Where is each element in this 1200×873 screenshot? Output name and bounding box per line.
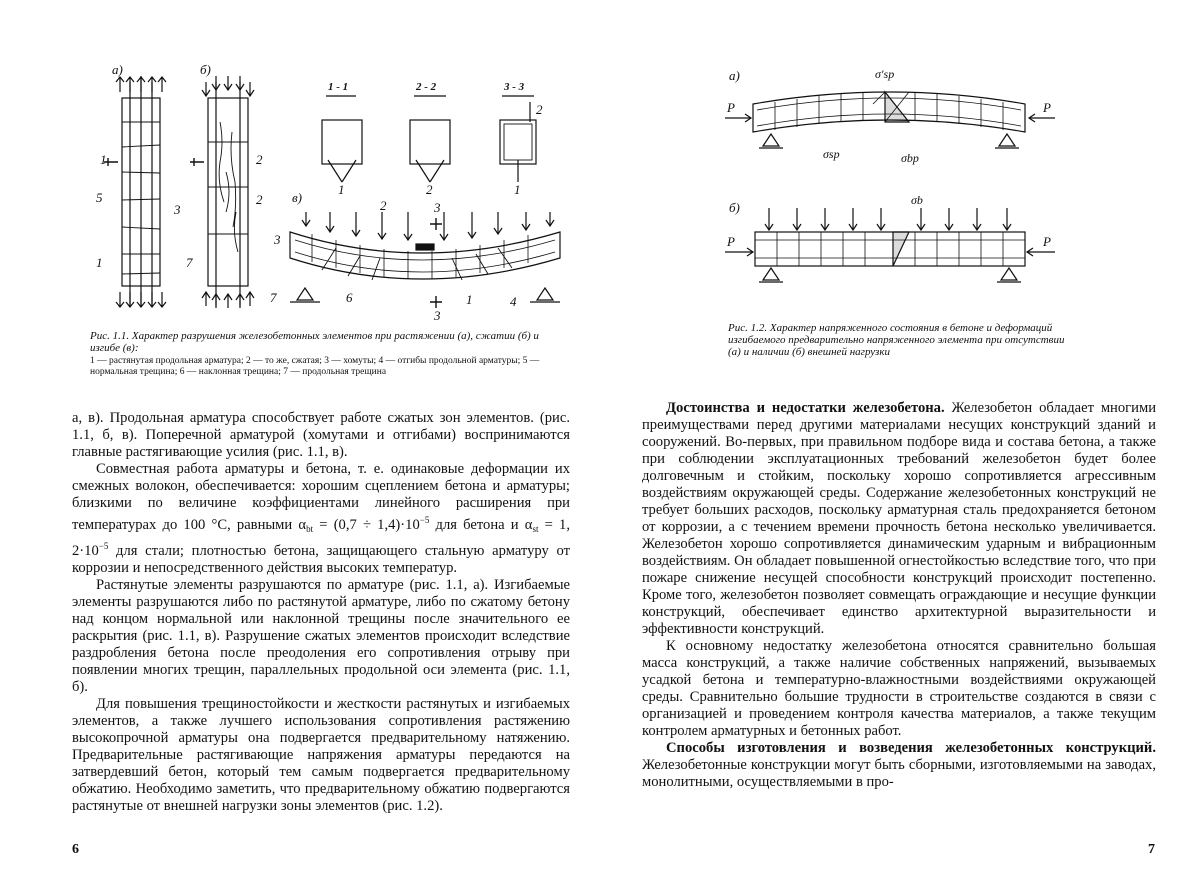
fig1-num-2b: 2 <box>256 192 263 207</box>
fig2-label-p1: P <box>727 100 735 115</box>
fig2-label-a: а) <box>729 68 740 83</box>
fig1-num-4: 4 <box>510 294 517 309</box>
fig2-sigma-sp: σsp <box>823 147 840 161</box>
coeff-text-3: для бетона и α <box>429 517 533 533</box>
right-page <box>600 0 1200 873</box>
fig1-label-sec1: 1 - 1 <box>328 81 349 93</box>
section-heading-methods: Способы изготовления и возведения железобетонных конструкций. <box>666 740 1156 756</box>
fig1-num-3: 3 <box>174 202 181 217</box>
figure-1-2-caption-text: Рис. 1.2. Характер напряженного состояния в бетоне и деформаций изгибаемого предварительно напряженного элемента при отсутствии (а) и наличии (б) внешней нагрузки <box>728 322 1065 358</box>
coeff-text-5: для стали; плотностью бетона, защищающего стальную арматуру от коррозии и непосредственного действия высоких температур. <box>72 543 570 576</box>
fig1-num-2c: 2 <box>426 182 433 197</box>
fig1-label-sec2: 2 - 2 <box>416 81 437 93</box>
figure-1-1-caption-title: Рис. 1.1. Характер разрушения железобетонных элементов при растяжении (а), сжатии (б) и изгибе (в): <box>90 330 539 354</box>
fig1-num-1a: 1 <box>96 255 103 270</box>
right-paragraph-1 <box>642 400 1156 638</box>
fig2-sigma-bp: σbp <box>901 151 919 165</box>
fig1-num-3d: 3 <box>434 308 441 323</box>
fig1-label-v: в) <box>292 190 302 205</box>
fig1-num-1b: 1 <box>100 152 107 167</box>
fig1-num-1c: 1 <box>338 182 345 197</box>
fig2-sigma-b: σb <box>911 193 923 207</box>
coeff-text-4: = 1, 2·10 <box>72 517 571 559</box>
fig1-num-3c: 3 <box>434 200 441 215</box>
fig1-num-6: 6 <box>346 290 353 305</box>
coeff-sup-1: −5 <box>419 515 430 525</box>
figure-1-2 <box>725 62 1065 314</box>
fig1-num-7a: 7 <box>186 255 193 270</box>
fig1-num-2e: 2 <box>380 198 387 213</box>
fig1-label-a: а) <box>112 62 123 77</box>
fig2-sigma-sp-top: σ′sp <box>875 67 895 81</box>
right-paragraph-3 <box>642 740 1156 791</box>
page-number-left: 6 <box>72 842 79 857</box>
page-number-right: 7 <box>1148 842 1155 857</box>
fig1-num-2a: 2 <box>256 152 263 167</box>
coeff-sup-2: −5 <box>98 541 109 551</box>
left-page-body <box>72 410 570 815</box>
coeff-text-1: Совместная работа арматуры и бетона, т. е. одинаковые деформации их смежных волокон, обеспечивается: хорошим сцеплением бетона и арматуры; близкими по величине коэффициентами линейного расширения при температурах до 100 °С, равными α <box>72 461 570 533</box>
fig2-label-p2: P <box>1043 100 1051 115</box>
figure-1-1 <box>90 62 570 324</box>
figure-1-1-caption <box>90 330 570 378</box>
right-paragraph-1-body: Железобетон обладает многими преимуществами перед другими материалами несущих конструкций зданий и сооружений. Во-первых, при правильном подборе вида и состава бетона, а также при соблюдении эксплуатационных требований железобетон будет более долговечным и стойким, поскольку хорошо сопротивляется агрессивным воздействиям окружающей среды. Содержание железобетонных конструкций не требует больших расходов, поскольку арматурная сталь предохраняется бетоном от коррозии, а с течением времени прочность бетона несколько увеличивается. Железобетон хорошо сопротивляется динамическим ударным и вибрационным воздействиям. Он обладает повышенной огнестойкостью вследствие того, что при пожаре снижение несущей способности конструкций происходит постепенно. Кроме того, железобетон позволяет совмещать ограждающие и несущие функции конструкций, обеспечивает единство архитектурной выразительности и эффективности конструкций. <box>642 400 1156 637</box>
left-paragraph-coefficients <box>72 461 570 577</box>
fig1-num-2d: 2 <box>536 102 543 117</box>
section-heading-advantages: Достоинства и недостатки железобетона. <box>666 400 945 416</box>
fig1-num-1e: 1 <box>466 292 473 307</box>
fig2-label-b: б) <box>729 200 740 215</box>
figure-1-1-caption-legend: 1 — растянутая продольная арматура; 2 — то же, сжатая; 3 — хомуты; 4 — отгибы продольной арматуры; 5 — нормальная трещина; 6 — наклонная трещина; 7 — продольная трещина <box>90 356 540 377</box>
fig1-label-b: б) <box>200 62 211 77</box>
fig1-num-7b: 7 <box>270 290 277 305</box>
figure-1-2-drawing <box>725 62 1065 314</box>
fig1-num-3b: 3 <box>274 232 281 247</box>
right-page-body <box>642 400 1156 791</box>
fig1-num-1d: 1 <box>514 182 521 197</box>
coeff-sub-1: bt <box>306 524 314 534</box>
coeff-text-2: = (0,7 ÷ 1,4)·10 <box>313 517 420 533</box>
left-paragraph-2: Растянутые элементы разрушаются по арматуре (рис. 1.1, а). Изгибаемые элементы разрушаются либо по растянутой арматуре, либо по сжатому бетону над концом нормальной или наклонной трещины после значительного ее раскрытия (рис. 1.1, в). Разрушение сжатых элементов происходит вследствие раздробления бетона после преодоления его сопротивления отрыву при появлении многих трещин, параллельных продольной оси элемента (рис. 1.1, б). <box>72 577 570 695</box>
left-paragraph-3: Для повышения трещиностойкости и жесткости растянутых и изгибаемых элементов, а также лучшего использования сопротивления растяжению высокопрочной арматуры она подвергается предварительному натяжению. Предварительные растягивающие напряжения арматуры передаются на затвердевший бетон, который тем самым подвергается предварительному обжатию. Необходимо заметить, что предварительному обжатию подвергаются растянутые от внешней нагрузки зоны элементов (рис. 1.2). <box>72 696 570 814</box>
figure-1-2-caption <box>728 322 1068 358</box>
fig1-num-5: 5 <box>96 190 103 205</box>
figure-1-1-drawing <box>90 62 570 324</box>
fig1-label-sec3: 3 - 3 <box>504 81 525 93</box>
left-paragraph-1: а, в). Продольная арматура способствует работе сжатых зон элементов. (рис. 1.1, б, в). Поперечной арматурой (хомутами и отгибами) воспринимаются главные растягивающие усилия (рис. 1.1, в). <box>72 410 570 460</box>
fig2-label-p3: P <box>727 234 735 249</box>
right-paragraph-3-body: Железобетонные конструкции могут быть сборными, изготовляемыми на заводах, монолитными, осуществляемыми в про- <box>642 757 1156 790</box>
coeff-sub-2: st <box>532 524 539 534</box>
right-paragraph-2: К основному недостатку железобетона относятся сравнительно большая масса конструкций, а также наличие собственных напряжений, вызываемых усадкой бетона и температурно-влажностными воздействиями окружающей среды. Сравнительно большие трудности в строительстве создаются в связи с организацией и проведением контроля качества материалов, а также текущим контролем арматурных и бетонных работ. <box>642 638 1156 739</box>
fig2-label-p4: P <box>1043 234 1051 249</box>
